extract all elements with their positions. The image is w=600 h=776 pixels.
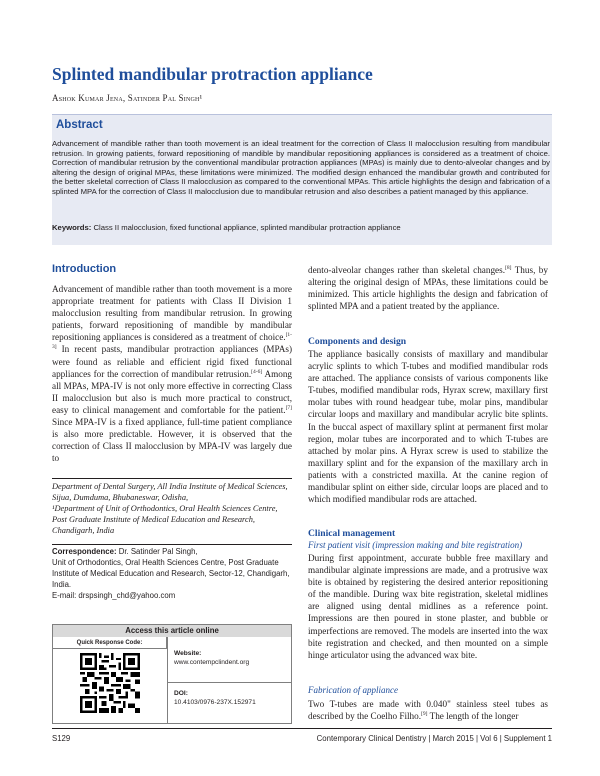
intro-sentence: Among all MPAs, MPA-IV is not only more effective in correcting Class II malocclusion but also is much more practical to construct, easy to clinical management and comfortable for the patient. xyxy=(52,368,293,415)
website-link[interactable]: www.contempclindent.org xyxy=(174,659,250,666)
access-box-row-divider xyxy=(168,682,291,683)
doi-link[interactable]: 10.4103/0976-237X.152971 xyxy=(174,699,256,706)
correspondence-block xyxy=(52,547,292,602)
fabrication-sentence: Two T-tubes are made with 0.040" stainless steel tubes as described by the Coelho Filho. xyxy=(308,699,548,722)
access-box-divider xyxy=(167,637,168,723)
first-visit-text: During first appointment, accurate bubble free maxillary and mandibular alginate impressions are made, and a protrusive wax bite is obtained by registering the desired anterior repositioning of the mandible. During wax bite registration, skeletal midlines are aligned using dental midlines as a reference point. Impressions are then poured in stone plaster, and bubble or imperfections are removed. The models are inserted into the wax bite registration and checked, and then mounted on a simple hinge articulator using the advanced wax bite. xyxy=(308,553,548,660)
article-title: Splinted mandibular protraction appliance xyxy=(52,64,373,84)
keywords-line xyxy=(52,223,552,233)
citation: [7] xyxy=(285,404,292,411)
affiliations xyxy=(52,482,292,537)
introduction-continued xyxy=(308,264,548,312)
intro-sentence: Since MPA-IV is a fixed appliance, full-time patient compliance is also more predictable. However, it is observed that the correction of Class II malocclusion by MPA-IV was largely due to xyxy=(52,417,292,464)
correspondence-address: Unit of Orthodontics, Oral Health Sciences Centre, Post Graduate Institute of Medical Education and Research, Sector-12, Chandigarh, India. xyxy=(52,557,290,589)
journal-citation: Contemporary Clinical Dentistry | March 2015 | Vol 6 | Supplement 1 xyxy=(316,734,552,743)
intro-sentence: Advancement of mandible rather than tooth movement is a more appropriate treatment for patients with Class II Division 1 malocclusion resulting from mandibular retrusion. In growing patients, forward repositioning of mandible by mandibular repositioning appliances is considered as a treatment of choice. xyxy=(52,284,292,343)
fabrication-subheading: Fabrication of appliance xyxy=(308,685,398,695)
abstract-heading: Abstract xyxy=(56,119,103,131)
citation: [9] xyxy=(421,711,428,718)
footer-divider xyxy=(52,728,552,729)
intro-sentence: In recent pasts, mandibular protraction appliances (MPAs) were found as reliable and efficient rigid fixed functional appliances for the correction of mandibular retrusion. xyxy=(52,344,292,379)
qr-code-icon xyxy=(80,653,140,713)
components-text: The appliance basically consists of maxillary and mandibular acrylic splints to which T-tubes and modified mandibular rods are attached. The appliance consists of various components like T-tubes, modified mandibular rods, Hyrax screw, maxillary first molar tubes with round headgear tube, molar pins, mandibular circular loops and maxillary and mandibular acrylic bite splints. In the buccal aspect of maxillary splint at permanent first molar region, molar tubes are incorporated and to which T-tubes are attached by molar pins. A Hyrax screw is used to stabilize the maxillary splint and for the expansion of the maxillary arch in patients with a constricted maxilla. At the canine region of mandibular splint on either side, circular loops are placed and to which modified mandibular rods are attached. xyxy=(308,349,548,505)
keywords-label: Keywords: xyxy=(52,223,92,232)
first-visit-subheading: First patient visit (impression making and bite registration) xyxy=(308,540,523,550)
clinical-management-heading: Clinical management xyxy=(308,528,396,539)
abstract-text: Advancement of mandible rather than tooth movement is an ideal treatment for the correction of Class II malocclusion resulting from mandibular retrusion. In growing patients, forward repositioning of mandible by mandibular repositioning appliances is considered as a treatment of choice. Correction of mandibular retrusion by the conventional mandibular protraction appliances (MPAs) is mainly due to dento-alveolar changes and by altering the design of original MPAs, these limitations were minimized. The modified design enhanced the mandibular growth and contributed for the better skeletal correction of Class II malocclusion as compared to the conventional MPAs. This article highlights the design and fabrication of a splinted MPA for the correction of Class II malocclusion due to mandibular retrusion and also describes a patient managed by this appliance. xyxy=(52,139,550,196)
correspondence-email[interactable]: E-mail: drspsingh_chd@yahoo.com xyxy=(52,590,176,600)
citation: [1-3] xyxy=(52,332,292,351)
correspondence-divider xyxy=(52,544,292,545)
access-online-header: Access this article online xyxy=(53,625,291,637)
citation: [8] xyxy=(505,264,512,271)
affiliation-line: ¹Department of Unit of Orthodontics, Oral Health Sciences Centre, Post Graduate Institute of Medical Education and Research, Chandigarh, India xyxy=(52,503,278,535)
qr-code-label: Quick Response Code: xyxy=(53,637,167,649)
author-list: Ashok Kumar Jena, Satinder Pal Singh¹ xyxy=(52,93,203,103)
introduction-heading: Introduction xyxy=(52,263,117,275)
fabrication-sentence: The length of the longer xyxy=(427,711,519,722)
intro-sentence: Thus, by altering the original design of MPAs, these limitations could be minimized. This article highlights the design and fabrication of splinted MPA and a patient treated by the appliance. xyxy=(308,265,548,312)
citation: [4-6] xyxy=(251,368,263,375)
introduction-text xyxy=(52,283,292,464)
doi-label: DOI: xyxy=(174,690,188,697)
affiliation-divider xyxy=(52,478,292,479)
correspondence-name: Dr. Satinder Pal Singh, xyxy=(116,547,198,556)
page-number: S129 xyxy=(52,734,71,743)
fabrication-text xyxy=(308,698,548,722)
intro-sentence: dento-alveolar changes rather than skeletal changes. xyxy=(308,265,505,275)
website-label: Website: xyxy=(174,650,202,657)
affiliation-line: Department of Dental Surgery, All India Institute of Medical Sciences, Sijua, Dumduma, Bhubaneswar, Odisha, xyxy=(52,482,288,502)
correspondence-label: Correspondence: xyxy=(52,547,117,556)
components-heading: Components and design xyxy=(308,336,407,347)
keywords-list: Class II malocclusion, fixed functional appliance, splinted mandibular protraction appliance xyxy=(91,223,401,232)
